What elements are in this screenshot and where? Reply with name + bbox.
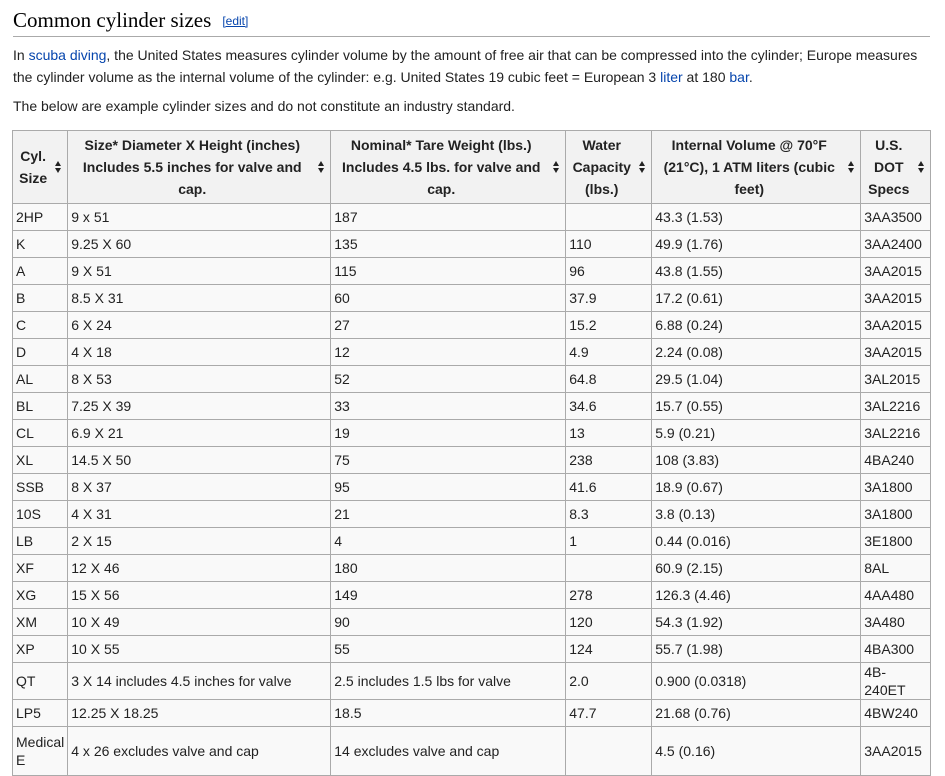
table-cell: 43.8 (1.55) bbox=[652, 258, 861, 285]
table-cell: 9.25 X 60 bbox=[68, 231, 331, 258]
note-paragraph: The below are example cylinder sizes and do not constitute an industry standard. bbox=[13, 98, 515, 114]
section-title: Common cylinder sizes bbox=[13, 8, 212, 32]
table-cell: 18.9 (0.67) bbox=[652, 474, 861, 501]
table-cell: 4.9 bbox=[566, 339, 652, 366]
table-cell: 9 x 51 bbox=[68, 204, 331, 231]
table-row bbox=[13, 231, 931, 258]
table-cell: XG bbox=[13, 582, 68, 609]
table-cell: 3AL2015 bbox=[861, 366, 931, 393]
table-cell: 41.6 bbox=[566, 474, 652, 501]
table-row bbox=[13, 700, 931, 727]
table-cell: 3.8 (0.13) bbox=[652, 501, 861, 528]
heading-divider bbox=[13, 36, 930, 37]
table-cell: 60.9 (2.15) bbox=[652, 555, 861, 582]
table-cell: QT bbox=[13, 663, 68, 700]
table-cell bbox=[566, 555, 652, 582]
table-cell: 3AA2015 bbox=[861, 285, 931, 312]
table-cell: 108 (3.83) bbox=[652, 447, 861, 474]
table-cell: 2.5 includes 1.5 lbs for valve bbox=[331, 663, 566, 700]
table-cell: K bbox=[13, 231, 68, 258]
table-cell: 110 bbox=[566, 231, 652, 258]
table-cell: 15 X 56 bbox=[68, 582, 331, 609]
table-cell: 0.44 (0.016) bbox=[652, 528, 861, 555]
table-cell: 64.8 bbox=[566, 366, 652, 393]
table-row bbox=[13, 582, 931, 609]
table-cell: 29.5 (1.04) bbox=[652, 366, 861, 393]
table-row bbox=[13, 501, 931, 528]
table-cell: 37.9 bbox=[566, 285, 652, 312]
table-row bbox=[13, 474, 931, 501]
table-cell: 3A1800 bbox=[861, 474, 931, 501]
table-cell: 12 X 46 bbox=[68, 555, 331, 582]
table-cell: 27 bbox=[331, 312, 566, 339]
table-row bbox=[13, 663, 931, 700]
table-cell: 12.25 X 18.25 bbox=[68, 700, 331, 727]
intro-paragraph: In scuba diving, the United States measures cylinder volume by the amount of free air that can be compressed into the cylinder; Europe measures the cylinder volume as the internal volume of the cylinder: e.g. United States 19 cubic feet = European 3 liter at 180 bar. bbox=[13, 47, 918, 85]
table-cell: 3E1800 bbox=[861, 528, 931, 555]
table-cell: 21.68 (0.76) bbox=[652, 700, 861, 727]
table-cell: 3A480 bbox=[861, 609, 931, 636]
table-cell: 96 bbox=[566, 258, 652, 285]
table-cell: 3AL2216 bbox=[861, 393, 931, 420]
table-cell: 8AL bbox=[861, 555, 931, 582]
table-row bbox=[13, 204, 931, 231]
table-cell: 5.9 (0.21) bbox=[652, 420, 861, 447]
table-cell: 115 bbox=[331, 258, 566, 285]
table-cell: 3AA2015 bbox=[861, 312, 931, 339]
table-cell: XP bbox=[13, 636, 68, 663]
table-cell: 4.5 (0.16) bbox=[652, 727, 861, 776]
table-cell: 55 bbox=[331, 636, 566, 663]
table-cell: 6 X 24 bbox=[68, 312, 331, 339]
table-cell: 8 X 37 bbox=[68, 474, 331, 501]
table-row bbox=[13, 258, 931, 285]
edit-section-link[interactable]: [edit] bbox=[222, 14, 249, 28]
table-cell: 34.6 bbox=[566, 393, 652, 420]
table-cell: LP5 bbox=[13, 700, 68, 727]
table-cell: 13 bbox=[566, 420, 652, 447]
table-cell: 9 X 51 bbox=[68, 258, 331, 285]
table-cell: 8 X 53 bbox=[68, 366, 331, 393]
table-cell: XF bbox=[13, 555, 68, 582]
table-cell: 126.3 (4.46) bbox=[652, 582, 861, 609]
table-cell: XM bbox=[13, 609, 68, 636]
sort-icon[interactable] bbox=[553, 161, 560, 173]
table-cell: 7.25 X 39 bbox=[68, 393, 331, 420]
table-cell: BL bbox=[13, 393, 68, 420]
cylinder-sizes-table bbox=[12, 130, 931, 776]
table-cell: 4BA300 bbox=[861, 636, 931, 663]
table-cell: 3A1800 bbox=[861, 501, 931, 528]
table-cell: 55.7 (1.98) bbox=[652, 636, 861, 663]
table-cell: 49.9 (1.76) bbox=[652, 231, 861, 258]
table-cell: 54.3 (1.92) bbox=[652, 609, 861, 636]
table-cell: SSB bbox=[13, 474, 68, 501]
table-cell: 6.88 (0.24) bbox=[652, 312, 861, 339]
table-row bbox=[13, 727, 931, 776]
table-cell: 149 bbox=[331, 582, 566, 609]
column-header-internal-volume[interactable]: Internal Volume @ 70°F (21°C), 1 ATM liters (cubic feet) bbox=[652, 131, 861, 204]
table-cell: 8.3 bbox=[566, 501, 652, 528]
table-cell: 8.5 X 31 bbox=[68, 285, 331, 312]
table-cell: 10S bbox=[13, 501, 68, 528]
table-cell: 4 X 31 bbox=[68, 501, 331, 528]
table-cell: D bbox=[13, 339, 68, 366]
table-cell: 15.7 (0.55) bbox=[652, 393, 861, 420]
table-row bbox=[13, 285, 931, 312]
table-cell: 47.7 bbox=[566, 700, 652, 727]
table-cell: 21 bbox=[331, 501, 566, 528]
table-cell: 43.3 (1.53) bbox=[652, 204, 861, 231]
table-cell: 1 bbox=[566, 528, 652, 555]
table-cell: B bbox=[13, 285, 68, 312]
table-cell: Medical E bbox=[13, 727, 68, 776]
column-header-dot-specs[interactable]: U.S. DOT Specs bbox=[861, 131, 931, 204]
table-cell: 19 bbox=[331, 420, 566, 447]
table-cell: 12 bbox=[331, 339, 566, 366]
table-cell: 52 bbox=[331, 366, 566, 393]
table-cell: 14 excludes valve and cap bbox=[331, 727, 566, 776]
table-cell: 6.9 X 21 bbox=[68, 420, 331, 447]
table-row bbox=[13, 312, 931, 339]
table-row bbox=[13, 528, 931, 555]
table-cell: 3AA2400 bbox=[861, 231, 931, 258]
table-cell: 187 bbox=[331, 204, 566, 231]
table-cell: 2HP bbox=[13, 204, 68, 231]
table-row bbox=[13, 636, 931, 663]
table-cell: 2 X 15 bbox=[68, 528, 331, 555]
column-header-water-capacity[interactable]: Water Capacity (lbs.) bbox=[566, 131, 652, 204]
table-cell: 14.5 X 50 bbox=[68, 447, 331, 474]
table-cell: 3AA2015 bbox=[861, 339, 931, 366]
table-cell: 10 X 55 bbox=[68, 636, 331, 663]
table-cell: 135 bbox=[331, 231, 566, 258]
table-cell bbox=[566, 727, 652, 776]
table-cell: 60 bbox=[331, 285, 566, 312]
column-header-cyl-size[interactable]: Cyl. Size bbox=[13, 131, 68, 204]
section-heading bbox=[13, 8, 248, 33]
table-cell: C bbox=[13, 312, 68, 339]
table-cell: 33 bbox=[331, 393, 566, 420]
table-cell: 180 bbox=[331, 555, 566, 582]
table-cell: 4B-240ET bbox=[861, 663, 931, 700]
table-cell: 3AL2216 bbox=[861, 420, 931, 447]
liter-link[interactable]: liter bbox=[660, 69, 683, 85]
table-cell: 238 bbox=[566, 447, 652, 474]
table-cell: 95 bbox=[331, 474, 566, 501]
scuba-diving-link[interactable]: scuba diving bbox=[28, 47, 107, 63]
column-header-tare-weight[interactable]: Nominal* Tare Weight (lbs.) Includes 4.5 lbs. for valve and cap. bbox=[331, 131, 566, 204]
table-cell: 4 x 26 excludes valve and cap bbox=[68, 727, 331, 776]
table-row bbox=[13, 339, 931, 366]
table-row bbox=[13, 420, 931, 447]
table-cell: 10 X 49 bbox=[68, 609, 331, 636]
table-row bbox=[13, 393, 931, 420]
table-row bbox=[13, 609, 931, 636]
sort-icon[interactable] bbox=[318, 161, 325, 173]
table-cell: 17.2 (0.61) bbox=[652, 285, 861, 312]
table-cell: 4BW240 bbox=[861, 700, 931, 727]
sort-icon[interactable] bbox=[918, 161, 925, 173]
table-cell: 4 X 18 bbox=[68, 339, 331, 366]
bar-link[interactable]: bar bbox=[729, 69, 749, 85]
table-row bbox=[13, 447, 931, 474]
table-cell: 3AA2015 bbox=[861, 258, 931, 285]
table-cell: 0.900 (0.0318) bbox=[652, 663, 861, 700]
table-cell: 2.0 bbox=[566, 663, 652, 700]
header-row bbox=[13, 131, 931, 204]
table-cell: 3AA2015 bbox=[861, 727, 931, 776]
table-cell: AL bbox=[13, 366, 68, 393]
table-cell: 278 bbox=[566, 582, 652, 609]
table-cell: 18.5 bbox=[331, 700, 566, 727]
table-cell: XL bbox=[13, 447, 68, 474]
table-cell: 4AA480 bbox=[861, 582, 931, 609]
table-cell: 4 bbox=[331, 528, 566, 555]
sort-icon[interactable] bbox=[639, 161, 646, 173]
table-cell: 120 bbox=[566, 609, 652, 636]
table-cell: 2.24 (0.08) bbox=[652, 339, 861, 366]
table-cell: 3AA3500 bbox=[861, 204, 931, 231]
table-cell: A bbox=[13, 258, 68, 285]
table-cell: CL bbox=[13, 420, 68, 447]
table-cell: 15.2 bbox=[566, 312, 652, 339]
table-cell bbox=[566, 204, 652, 231]
table-cell: 4BA240 bbox=[861, 447, 931, 474]
table-row bbox=[13, 366, 931, 393]
table-row bbox=[13, 555, 931, 582]
table-cell: 90 bbox=[331, 609, 566, 636]
table-cell: 124 bbox=[566, 636, 652, 663]
sort-icon[interactable] bbox=[848, 161, 855, 173]
sort-icon[interactable] bbox=[55, 161, 62, 173]
table-cell: 75 bbox=[331, 447, 566, 474]
table-cell: 3 X 14 includes 4.5 inches for valve bbox=[68, 663, 331, 700]
table-cell: LB bbox=[13, 528, 68, 555]
column-header-size[interactable]: Size* Diameter X Height (inches) Includes 5.5 inches for valve and cap. bbox=[68, 131, 331, 204]
